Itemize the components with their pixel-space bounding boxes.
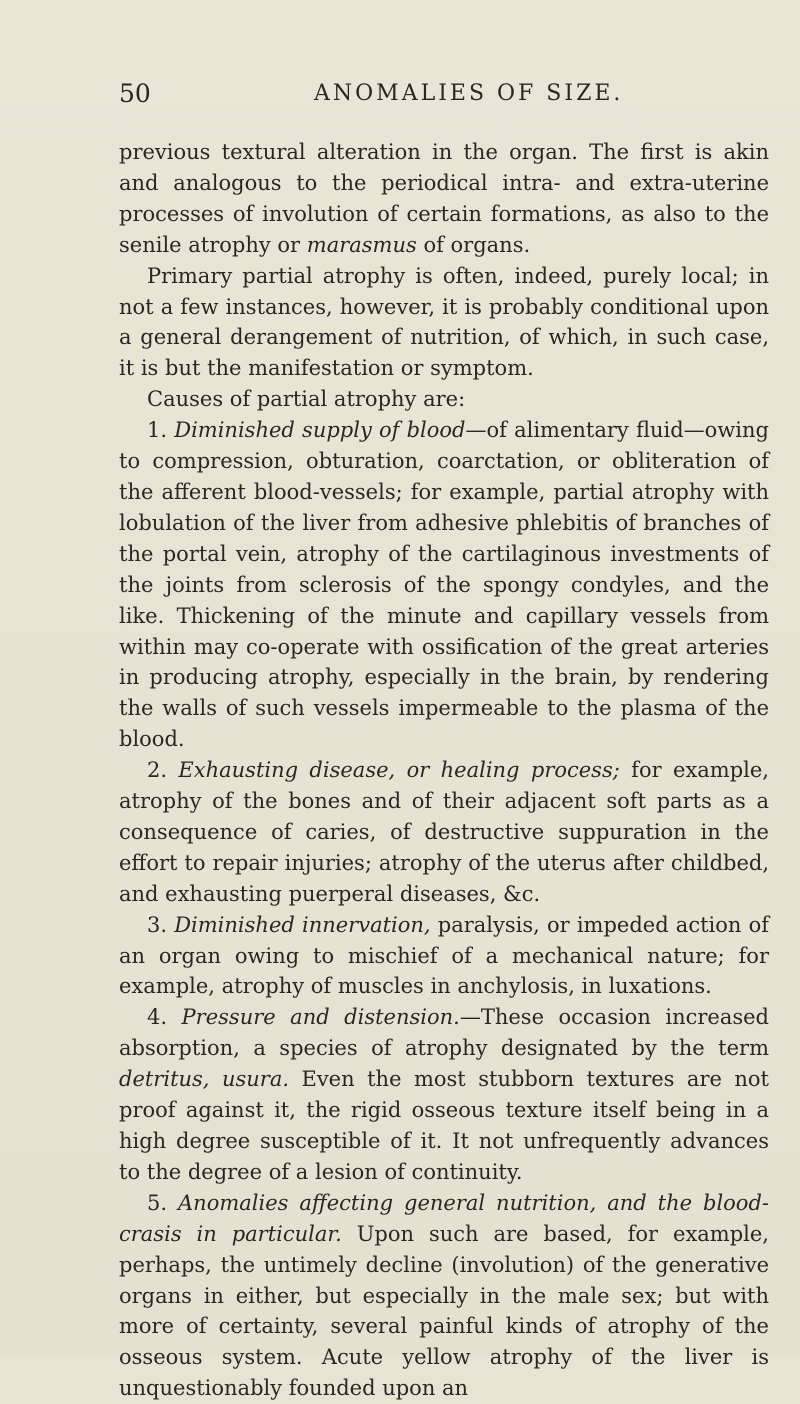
- list-item-1: 1. Diminished supply of blood—of alimentary fluid—owing to compression, obturation, coarctation, or obliteration of the afferent blood-vessels; for example, partial atrophy with lobulation of the liver from adhesive phlebitis of branches of the portal vein, atrophy of the cartilaginous investments of the joints from sclerosis of the spongy condyles, and the like. Thickening of the minute and capillary vessels from within may co-operate with ossification of the great arteries in producing atrophy, especially in the brain, by rendering the walls of such vessels impermeable to the plasma of the blood.: [119, 418, 769, 752]
- list-item-2: 2. Exhausting disease, or healing process; for example, atrophy of the bones and of their adjacent soft parts as a consequence of caries, of destructive suppuration in the effort to repair injuries; atrophy of the uterus after childbed, and exhausting puerperal diseases, &c.: [119, 758, 769, 906]
- list-item-3: 3. Diminished innervation, paralysis, or impeded action of an organ owing to mischief of a mechanical nature; for example, atrophy of muscles in anchylosis, in luxations.: [119, 912, 769, 999]
- page-header: [119, 78, 719, 118]
- paragraph-1: previous textural alteration in the organ. The first is akin and analogous to the periodical intra- and extra-uterine processes of involution of certain formations, as also to the senile atrophy or marasmus of organs.: [119, 140, 769, 257]
- page-number: 50: [119, 79, 151, 108]
- body-text: [119, 137, 769, 1404]
- list-item-4: 4. Pressure and distension.—These occasion increased absorption, a species of atrophy designated by the term detritus, usura. Even the most stubborn textures are not proof against it, the rigid osseous texture itself being in a high degree susceptible of it. It not unfrequently advances to the degree of a lesion of continuity.: [119, 1005, 769, 1184]
- paragraph-3: Causes of partial atrophy are:: [147, 387, 466, 412]
- paragraph-2: Primary partial atrophy is often, indeed, purely local; in not a few instances, however, it is probably conditional upon a general derangement of nutrition, of which, in such case, it is but the manifestation or symptom.: [119, 263, 769, 381]
- running-head: ANOMALIES OF SIZE.: [314, 81, 624, 106]
- list-item-5: 5. Anomalies affecting general nutrition, and the blood-crasis in particular. Upon such are based, for example, perhaps, the untimely decline (involution) of the generative organs in either, but especially in the male sex; but with more of certainty, several painful kinds of atrophy of the osseous system. Acute yellow atrophy of the liver is unquestionably founded upon an: [119, 1190, 769, 1401]
